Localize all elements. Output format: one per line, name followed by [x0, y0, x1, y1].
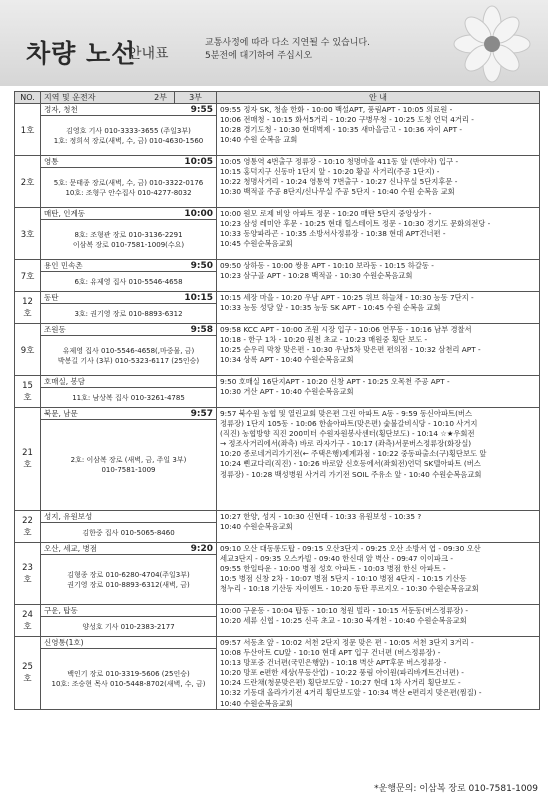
route-time: [175, 511, 217, 523]
route-schedule: [217, 260, 540, 292]
route-time: [175, 637, 217, 649]
route-drivers: 11호: 남상복 집사 010-3261-4785: [41, 388, 217, 408]
header-banner: [0, 0, 548, 86]
route-area: 동탄: [41, 292, 175, 304]
route-schedule: [217, 156, 540, 208]
schedule-text: 10:00 구운동 - 10:04 탑동 - 10:10 청원 빌라 - 10:15 서둔동(버스정류장) - 10:20 세류 신협 - 10:25 신곡 초교 - 10:30 북개천 - 10:40 수원순복음교회: [220, 606, 469, 626]
table-row: [15, 156, 540, 168]
schedule-text: 10:15 세장 마을 - 10:20 우남 APT - 10:25 위브 하늘채 - 10:30 능동 7단지 - 10:33 능동 성당 앞 - 10:35 능동 SK APT - 10:45 수원 순복음 교회: [220, 293, 474, 313]
col-header-2bu: 2부: [154, 93, 167, 102]
schedule-text: 09:58 KCC APT - 10:00 조원 시장 입구 - 10:06 연무동 - 10:16 남부 경찰서 10:18 - 한구 1차 - 10:20 원천 초교 - 10:23 매원중 횡단 보도 - 10:25 순우리 막창 맞은편 - 10:30 우남5차 맞은편 편의점 - 10:32 삼천리 APT - 10:34 상록 APT - 10:40 수원순복음교회: [220, 325, 481, 365]
route-drivers: 김형종 장로 010-6280-4704(주일3부) 권기영 장로 010-8893-6312(새벽, 금): [41, 555, 217, 605]
route-area: 정자, 청천: [41, 104, 175, 116]
col-header-area-driver: 지역 및 운전자: [44, 93, 96, 102]
route-area: 영통: [41, 156, 175, 168]
route-schedule: [217, 324, 540, 376]
schedule-text: 09:55 정자 SK, 청솔 한화 - 10:00 백설APT, 풍림APT - 10:05 의료원 - 10:06 전매청 - 10:15 화서5거리 - 10:20 구병무청 - 10:25 도청 언덕 4거리 - 10:28 경기도청 - 10:30 현대벽제 - 10:35 새마을금고 - 10:36 자이 APT - 10:40 수원 순복음 교회: [220, 105, 474, 145]
route-schedule: [217, 543, 540, 605]
route-schedule: [217, 511, 540, 543]
route-drivers: 양성호 기사 010-2383-2177: [41, 617, 217, 637]
route-schedule: [217, 104, 540, 156]
route-area: 매탄, 인계동: [41, 208, 175, 220]
route-drivers: 백인기 장로 010-3319-5606 (25인승) 10호: 조승현 목사 010-5448-8702(새벽, 수, 금): [41, 649, 217, 710]
notice-line-2: 5분전에 대기하여 주십시오: [205, 51, 313, 61]
route-schedule: [217, 208, 540, 260]
page-title: 차량 노선: [26, 39, 137, 68]
route-schedule: [217, 605, 540, 637]
route-time: 9:58: [175, 324, 217, 336]
col-header-3bu: 3부: [175, 92, 217, 104]
schedule-text: 10:05 영통역 4번출구 정류장 - 10:10 청명마을 411동 앞 (반야사) 입구 - 10:15 홍덕지구 신동마 1단지 앞 - 10:20 황골 사거리(주공 1단지) - 10:22 청명사거리 - 10:24 영통역 7번출구 - 10:27 신나무실 5단지후문 - 10:30 백적골 주공 8단지/신나무실 주공 5단지 - 10:40 수원 순복음 교회: [220, 157, 459, 197]
route-area: 호매실, 봉담: [41, 376, 175, 388]
route-drivers: 8호: 조형관 장로 010-3136-2291 이삼복 장로 010-7581-1009(수요): [41, 220, 217, 260]
route-time: 10:15: [175, 292, 217, 304]
col-header-guide: 안 내: [217, 92, 540, 104]
route-number: 22호: [15, 511, 41, 543]
table-header-row: [15, 92, 540, 104]
notice-text: [205, 37, 370, 63]
table-row: [15, 511, 540, 523]
route-drivers: 김한중 집사 010-5065-8460: [41, 523, 217, 543]
contact-info: *운행문의: 이삼복 장로 010-7581-1009: [374, 784, 538, 794]
route-time: 10:05: [175, 156, 217, 168]
table-row: [15, 260, 540, 272]
route-number: 1호: [15, 104, 41, 156]
page-subtitle: 안내표: [128, 46, 169, 62]
flower-icon: [432, 4, 542, 84]
route-schedule: [217, 637, 540, 710]
table-row: [15, 104, 540, 116]
route-time: 10:00: [175, 208, 217, 220]
table-row: [15, 543, 540, 555]
route-time: [175, 376, 217, 388]
route-area: 용인 민속촌: [41, 260, 175, 272]
route-time: 9:50: [175, 260, 217, 272]
route-area: 오산, 세교, 병점: [41, 543, 175, 555]
schedule-text: 09:57 서동초 앞 - 10:02 서천 2단지 정문 맞은 편 - 10:05 서천 3단지 3거리 - 10:08 두산아트 CU앞 - 10:10 현대 APT 입구 건너편 (버스정류장) - 10:13 망포중 건너편(국민은행앞) - 10:18 벽산 APT후문 버스정류장 - 10:20 망포 e편한 세상(무등산업) - 10:22 풍림 아이원(파리바게트건너편) - 10:24 드란채(청문맞은편) 횡단보도앞 - 10:27 현대 1차 사거리 횡단보도 - 10:32 기동대 올라가기전 4거리 횡단보도앞 - 10:34 벽산 e편리지 맞은편(찜질) - 10:40 수원순복음교회: [220, 638, 482, 708]
schedule-text: 9:57 북수원 농협 및 열린교회 맞은편 그린 아파트 A동 - 9:59 동신아파트(버스 정류장) 1단지 105동 - 10:06 한솔아파트(맞은편) 숯불갈비식당 - 10:10 사거지 (직진) 농협방향 직진 200미터 수원자원봉사센터(횡단보도) - 10:14 ☆★우회전 → 정조사거리에서(좌측) 바로 라자가구 - 10:17 (좌측)서문버스정류장(화장실) 10:20 종로네거리가기전(← 주택은행)제계과점 - 10:22 중동파출소(구)횡단보도 앞 10:24 삔교다리(직진) - 10:26 바로앞 신호등에서(좌회전)언덕 SK텔아파트 (버스 정류장) - 10:28 백성병원 사거리 가기전 SOIL 주유소 앞 - 10:40 수원순복음교회: [220, 409, 487, 479]
schedule-text: 09:50 상하동 - 10:00 쌍용 APT - 10:10 보라동 - 10:15 하갈동 - 10:23 삼구골 APT - 10:28 백적골 - 10:30 수원순복음교회: [220, 261, 434, 281]
route-drivers: 2호: 이삼복 장로 (새벽, 금, 주일 3부) 010-7581-1009: [41, 420, 217, 511]
table-row: [15, 605, 540, 617]
route-schedule: [217, 292, 540, 324]
route-number: 2호: [15, 156, 41, 208]
route-number: 12호: [15, 292, 41, 324]
schedule-text: 10:27 한양, 성지 - 10:30 신현대 - 10:33 유원보성 - 10:35 ? 10:40 수원순복음교회: [220, 512, 422, 532]
route-area: 북문, 남문: [41, 408, 175, 420]
route-time: 9:55: [175, 104, 217, 116]
schedule-text: 10:00 원모 로제 비앙 아파트 정문 - 10:20 매탄 5단지 중앙상가 - 10:23 삼성 레미안 후문 - 10:25 현대 힐스테이트 정문 - 10:30 경기도 문화의전당 - 10:33 동양파라곤 - 10:35 소방서사정류장 - 10:38 현대 APT건너편 - 10:45 수원순복음교회: [220, 209, 491, 249]
route-time: 9:20: [175, 543, 217, 555]
table-row: [15, 376, 540, 388]
route-number: 7호: [15, 260, 41, 292]
route-number: 9호: [15, 324, 41, 376]
route-area: 조원동: [41, 324, 175, 336]
route-schedule: [217, 408, 540, 511]
table-row: [15, 292, 540, 304]
route-number: 15호: [15, 376, 41, 408]
route-number: 21호: [15, 408, 41, 511]
route-drivers: 6호: 유제영 집사 010-5546-4658: [41, 272, 217, 292]
table-row: [15, 208, 540, 220]
table-row: [15, 408, 540, 420]
table-row: [15, 637, 540, 649]
route-area: 신영통(1호): [41, 637, 175, 649]
route-time: 9:57: [175, 408, 217, 420]
table-row: [15, 324, 540, 336]
col-header-no: NO.: [15, 92, 41, 104]
route-drivers: 유제영 집사 010-5546-4658(,마중물, 금) 박봉길 기사 (3부) 010-5323-6117 (25인승): [41, 336, 217, 376]
route-drivers: 3호: 권기영 장로 010-8893-6312: [41, 304, 217, 324]
notice-line-1: 교통사정에 따라 다소 지연될 수 있습니다.: [205, 38, 370, 48]
route-drivers: 김영호 기사 010-3333-3655 (주일3부) 1호: 정희석 장로(새벽, 수, 금) 010-4630-1560: [41, 116, 217, 156]
route-area: 성지, 유원보성: [41, 511, 175, 523]
schedule-text: 09:10 오산 대동롱도탑 - 09:15 오산3단지 - 09:25 오산 소방서 엽 - 09:30 오산 세교3단지 - 09:35 오스카빌 - 09:40 한신대 앞 벽산 - 09:47 이이파크 - 09:55 한일타운 - 10:00 병점 성호 아파트 - 10:03 병점 한신 아파트 - 10:5 병점 신창 2차 - 10:07 병점 5단지 - 10:10 병점 4단지 - 10:15 기산동 청누리 - 10:18 기산동 자이엔트 - 10:20 동탄 푸르지오 - 10:30 수원순복음교회: [220, 544, 481, 594]
route-number: 24호: [15, 605, 41, 637]
route-number: 23호: [15, 543, 41, 605]
route-number: 3호: [15, 208, 41, 260]
route-drivers: 5호: 문태종 장로(새벽, 수, 금) 010-3322-0176 10호: 조형구 안수집사 010-4277-8032: [41, 168, 217, 208]
route-schedule: [217, 376, 540, 408]
col-header-area: [41, 92, 175, 104]
route-time: [175, 605, 217, 617]
route-area: 구운, 탑동: [41, 605, 175, 617]
route-number: 25호: [15, 637, 41, 710]
schedule-text: 9:50 호매실 16단지APT - 10:20 신창 APT - 10:25 오목천 주공 APT - 10:30 거산 APT - 10:40 수원순복음교회: [220, 377, 450, 397]
route-table: [14, 91, 540, 710]
